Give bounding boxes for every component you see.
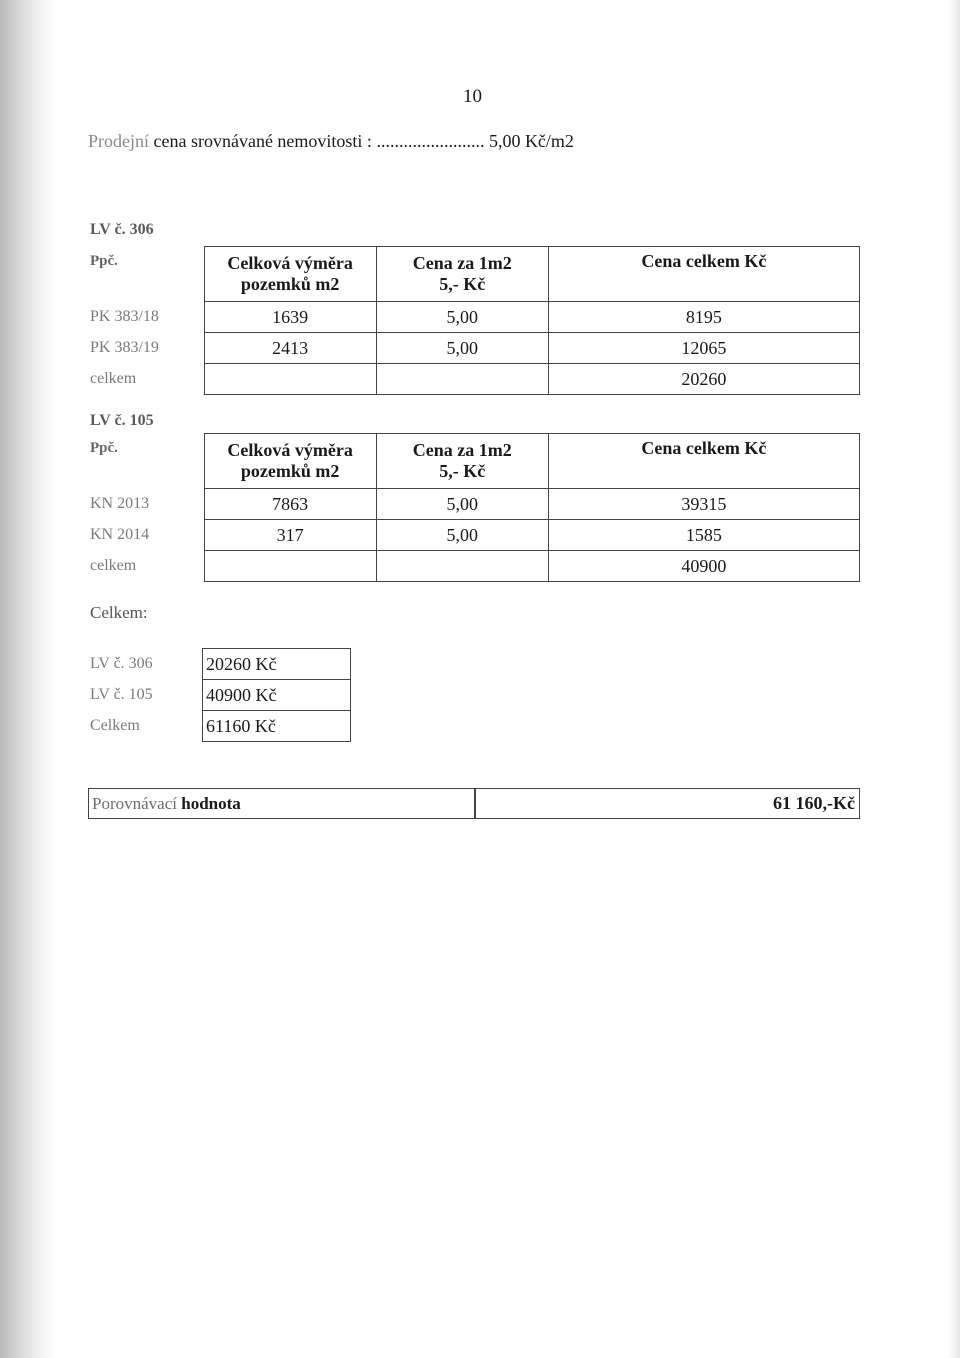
cell-plot: KN 2014 — [88, 520, 204, 551]
table-row — [88, 649, 351, 680]
intro-text: cena srovnávané nemovitosti : — [149, 131, 377, 151]
header-area-line1: Celková výměra — [227, 253, 353, 273]
cell-price — [376, 364, 548, 395]
table-row — [88, 520, 860, 551]
summary-heading: Celkem: — [90, 603, 148, 622]
cell-area: 2413 — [204, 333, 376, 364]
cell-price: 5,00 — [376, 302, 548, 333]
intro-faded-prefix: Prodejní — [88, 131, 149, 151]
binding-shadow — [0, 0, 55, 1358]
comparative-value-amount: 61 160,-Kč — [476, 789, 860, 819]
header-total: Cena celkem Kč — [548, 247, 859, 302]
table-row — [88, 489, 860, 520]
cell-area: 317 — [204, 520, 376, 551]
cell-plot: KN 2013 — [88, 489, 204, 520]
cell-price — [376, 551, 548, 582]
table-row — [88, 302, 860, 333]
lv-306-table — [88, 246, 860, 395]
header-price — [376, 247, 548, 302]
intro-value: 5,00 Kč/m2 — [484, 131, 574, 151]
cell-total: 8195 — [548, 302, 859, 333]
cell-area — [204, 364, 376, 395]
header-plot: Ppč. — [88, 434, 204, 489]
header-area-line2: pozemků m2 — [240, 274, 340, 294]
cell-total: 1585 — [548, 520, 859, 551]
summary-label: Celkem — [88, 711, 203, 742]
header-area-line1: Celková výměra — [227, 440, 353, 460]
header-price-line2: 5,- Kč — [439, 274, 486, 294]
lv-105-table — [88, 433, 860, 582]
intro-dots: ........................ — [376, 131, 485, 151]
header-area-line2: pozemků m2 — [240, 461, 340, 481]
table-row-total — [88, 551, 860, 582]
summary-value: 20260 Kč — [203, 649, 351, 680]
cell-price: 5,00 — [376, 489, 548, 520]
summary-table — [88, 648, 351, 742]
header-plot: Ppč. — [88, 247, 204, 302]
cell-plot: PK 383/18 — [88, 302, 204, 333]
cell-total: 39315 — [548, 489, 859, 520]
header-area — [204, 247, 376, 302]
summary-label: LV č. 105 — [88, 680, 203, 711]
header-price-line1: Cena za 1m2 — [412, 440, 512, 460]
header-price — [376, 434, 548, 489]
header-price-line2: 5,- Kč — [439, 461, 486, 481]
cell-plot: PK 383/19 — [88, 333, 204, 364]
header-total: Cena celkem Kč — [548, 434, 859, 489]
table-header-row — [88, 434, 860, 489]
summary-label: LV č. 306 — [88, 649, 203, 680]
comparative-value-label-faded: Porovnávací — [92, 793, 177, 813]
cell-area: 1639 — [204, 302, 376, 333]
table-row — [88, 711, 351, 742]
table-row — [89, 789, 860, 819]
page-number: 10 — [463, 86, 482, 107]
comparative-value-label — [89, 789, 475, 819]
lv-306-label: LV č. 306 — [90, 221, 154, 238]
cell-total: 40900 — [548, 551, 859, 582]
cell-price: 5,00 — [376, 333, 548, 364]
comparative-value-table — [88, 788, 860, 819]
table-row-total — [88, 364, 860, 395]
summary-value: 40900 Kč — [203, 680, 351, 711]
table-row — [88, 680, 351, 711]
table-row — [88, 333, 860, 364]
cell-total: 20260 — [548, 364, 859, 395]
cell-area: 7863 — [204, 489, 376, 520]
comparative-value-label-bold: hodnota — [176, 793, 241, 813]
intro-line — [88, 131, 574, 152]
cell-area — [204, 551, 376, 582]
header-area — [204, 434, 376, 489]
cell-price: 5,00 — [376, 520, 548, 551]
cell-plot: celkem — [88, 551, 204, 582]
table-header-row — [88, 247, 860, 302]
cell-plot: celkem — [88, 364, 204, 395]
lv-105-label: LV č. 105 — [90, 412, 154, 429]
summary-value: 61160 Kč — [203, 711, 351, 742]
page-edge-shadow — [948, 0, 960, 1358]
cell-total: 12065 — [548, 333, 859, 364]
header-price-line1: Cena za 1m2 — [412, 253, 512, 273]
